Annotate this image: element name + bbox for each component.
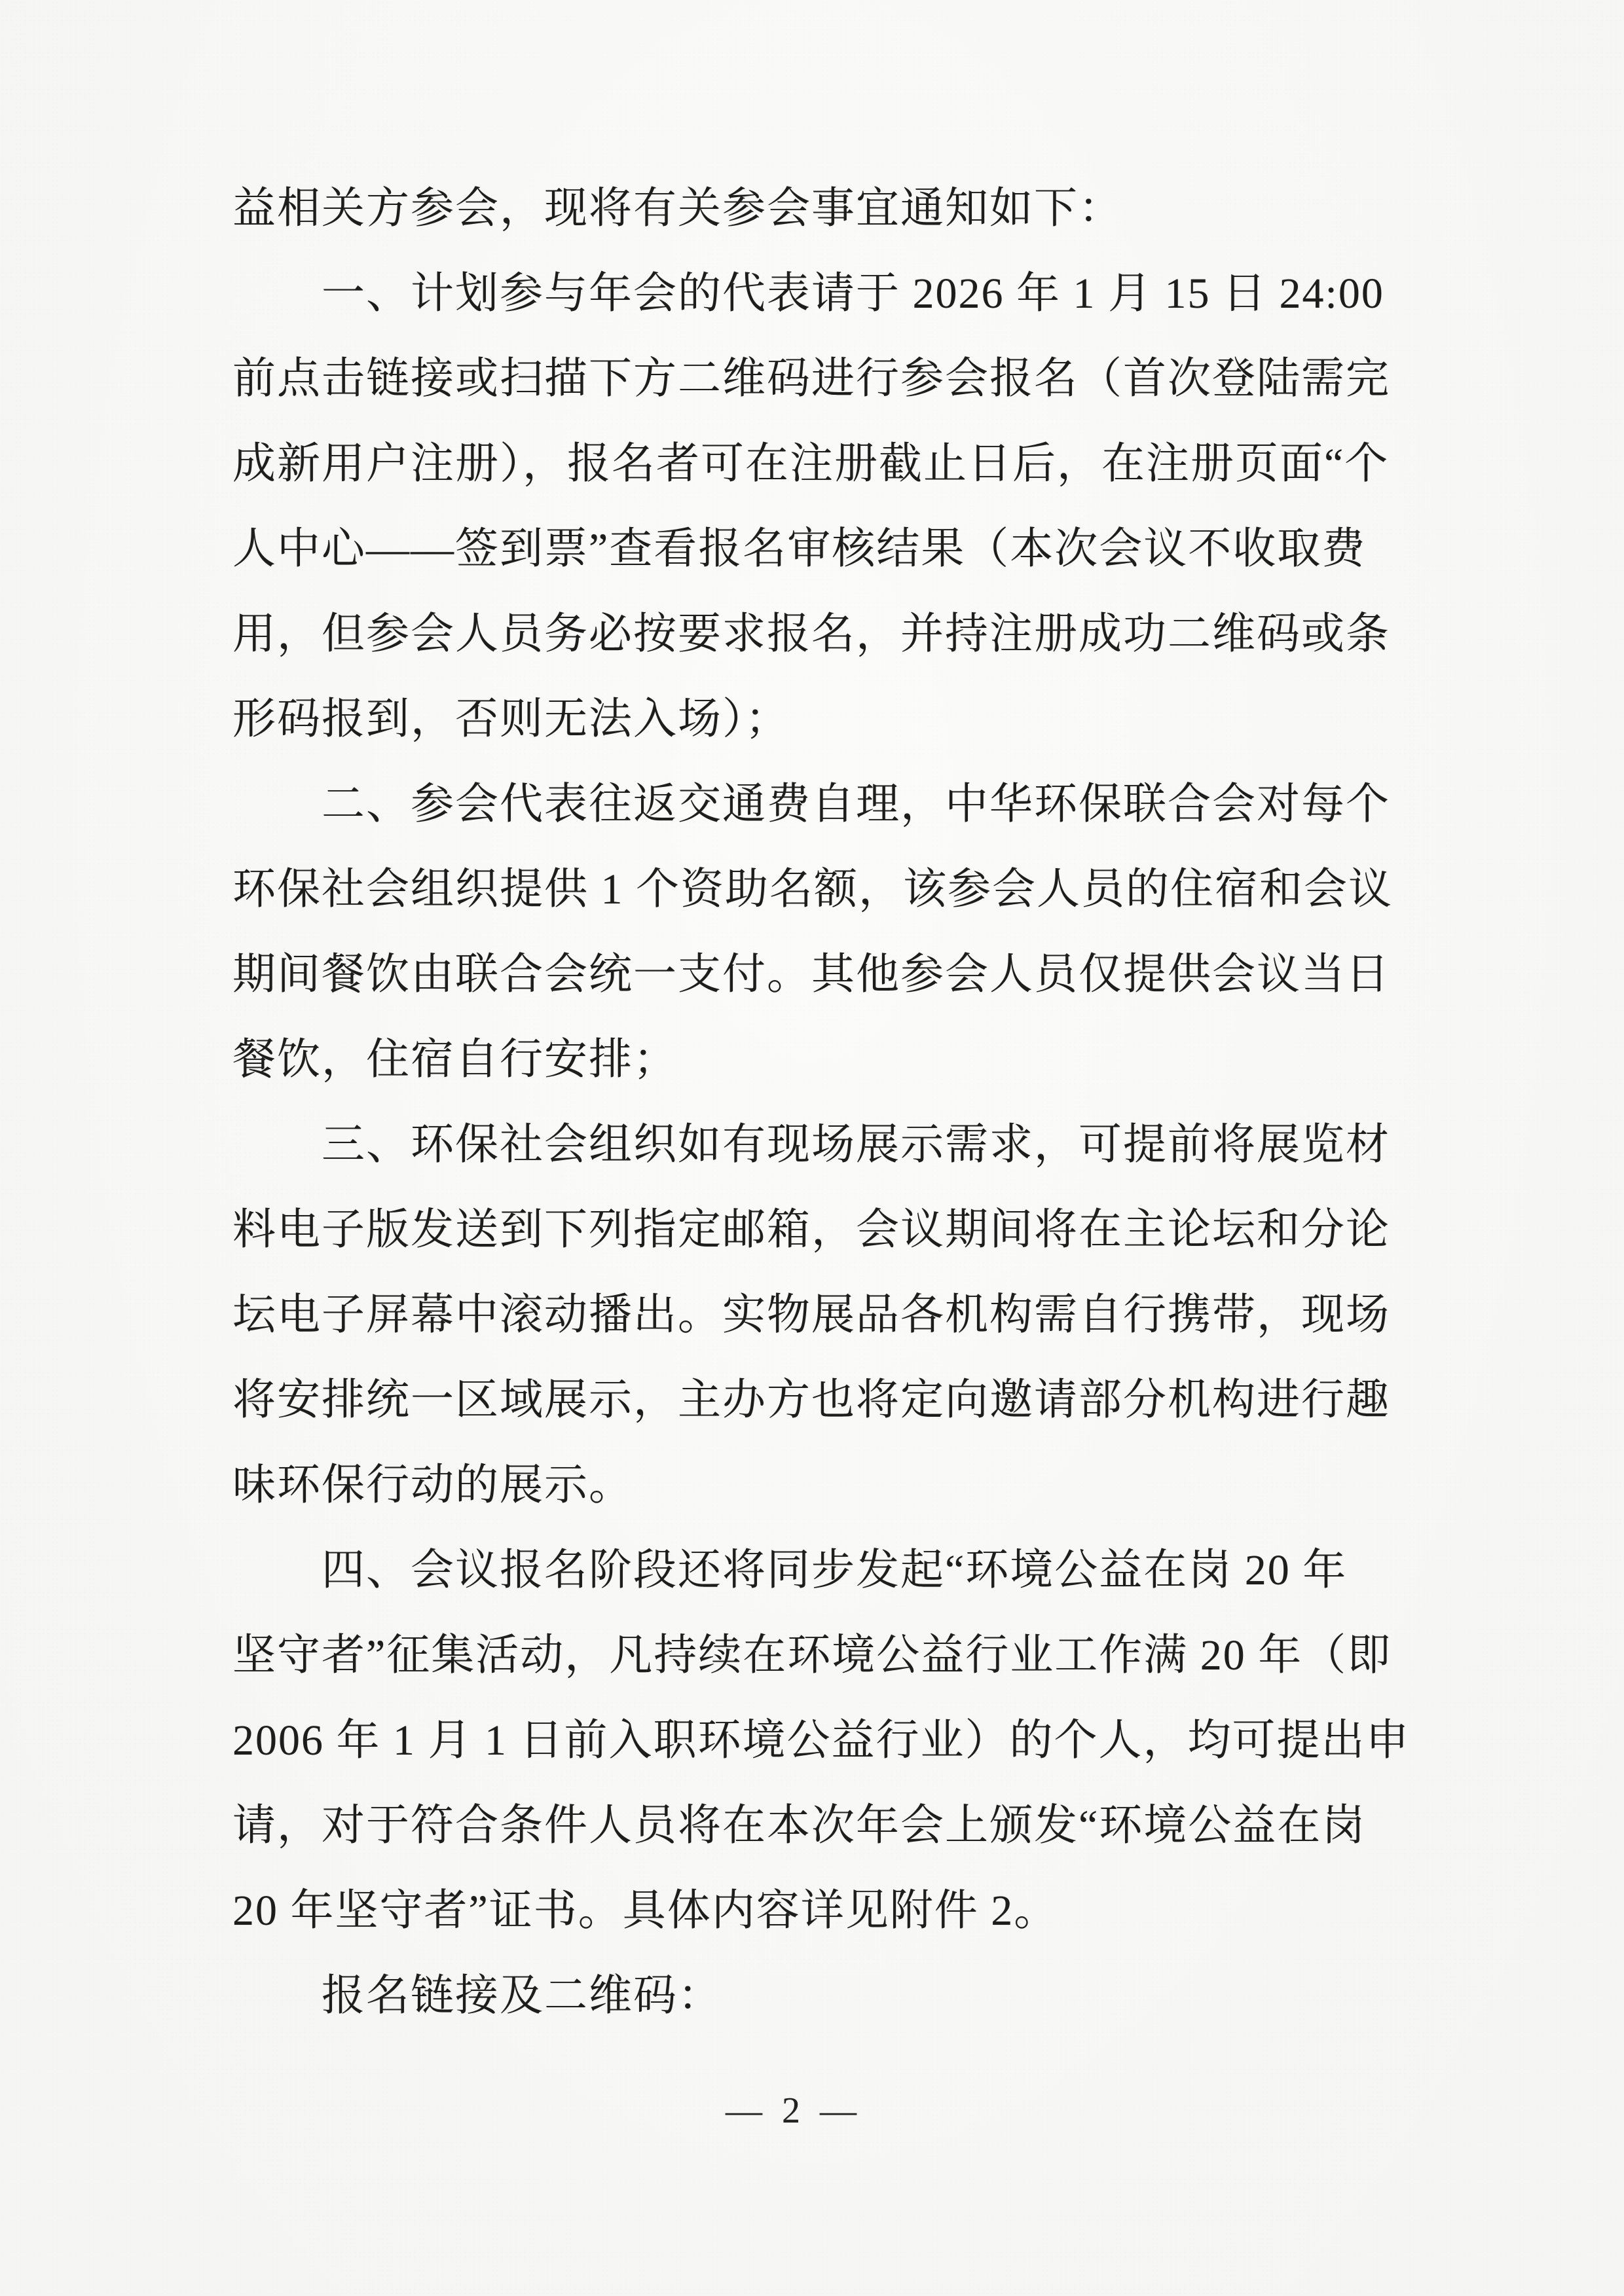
document-line-item-1: 一、计划参与年会的代表请于 2026 年 1 月 15 日 24:00	[322, 270, 1384, 318]
document-line: 前点击链接或扫描下方二维码进行参会报名（首次登陆需完	[232, 355, 1390, 403]
document-line: 味环保行动的展示。	[232, 1461, 633, 1509]
document-line: 料电子版发送到下列指定邮箱，会议期间将在主论坛和分论	[232, 1206, 1390, 1254]
document-line: 益相关方参会，现将有关参会事宜通知如下：	[232, 185, 1123, 232]
document-line: 用，但参会人员务必按要求报名，并持注册成功二维码或条	[232, 610, 1390, 658]
document-line: 人中心——签到票”查看报名审核结果（本次会议不收取费	[232, 525, 1367, 573]
document-line: 请，对于符合条件人员将在本次年会上颁发“环境公益在岗	[232, 1802, 1367, 1850]
document-line: 餐饮，住宿自行安排；	[232, 1036, 678, 1084]
document-line: 2006 年 1 月 1 日前入职环境公益行业）的个人，均可提出申	[232, 1717, 1411, 1764]
page-number: — 2 —	[726, 2090, 862, 2131]
document-line: 成新用户注册），报名者可在注册截止日后，在注册页面“个	[232, 440, 1390, 488]
document-line: 坚守者”征集活动，凡持续在环境公益行业工作满 20 年（即	[232, 1631, 1392, 1679]
document-line: 20 年坚守者”证书。具体内容详见附件 2。	[232, 1887, 1059, 1935]
document-line-item-2: 二、参会代表往返交通费自理，中华环保联合会对每个	[322, 780, 1390, 828]
document-line: 环保社会组织提供 1 个资助名额，该参会人员的住宿和会议	[232, 866, 1393, 913]
document-line: 坛电子屏幕中滚动播出。实物展品各机构需自行携带，现场	[232, 1291, 1390, 1339]
document-line: 将安排统一区域展示，主办方也将定向邀请部分机构进行趣	[232, 1376, 1390, 1424]
document-line: 形码报到，否则无法入场）；	[232, 695, 790, 743]
document-line-item-3: 三、环保社会组织如有现场展示需求，可提前将展览材	[322, 1121, 1390, 1169]
document-line-registration-qr: 报名链接及二维码：	[322, 1972, 722, 2020]
document-line-item-4: 四、会议报名阶段还将同步发起“环境公益在岗 20 年	[322, 1546, 1348, 1594]
document-line: 期间餐饮由联合会统一支付。其他参会人员仅提供会议当日	[232, 951, 1390, 998]
